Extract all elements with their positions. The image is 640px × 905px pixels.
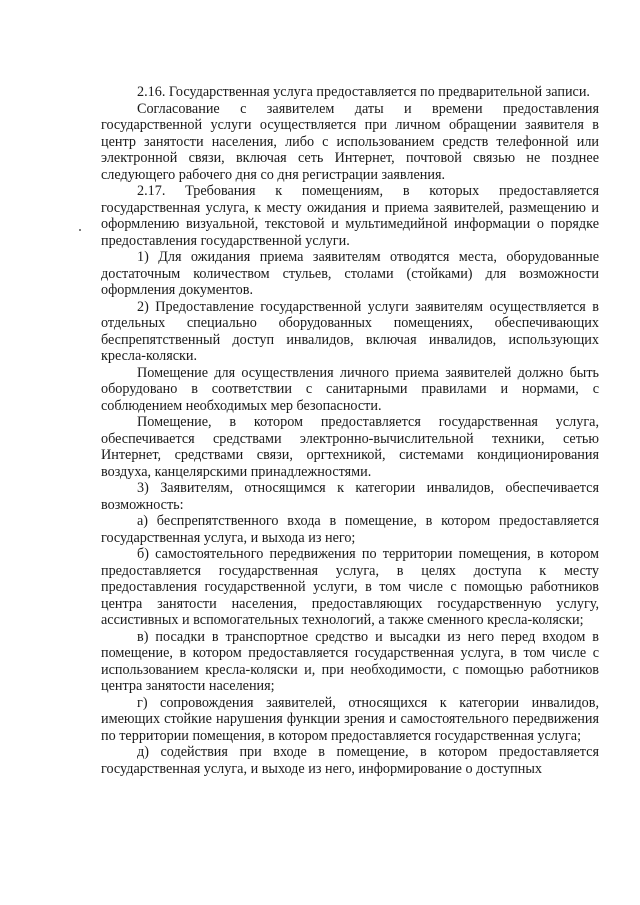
paragraph-2-17: 2.17. Требования к помещениям, в которых предоставляется государственная услуга, к месту ожидания и приема заявителей, размещению и оформлению визуальной, текстовой и мультимедийной информации о порядке предоставления государственной услуги. [101,183,599,249]
paragraph-item-3: 3) Заявителям, относящимся к категории инвалидов, обеспечивается возможность: [101,480,599,513]
paragraph-premises-equipment: Помещение, в котором предоставляется государственная услуга, обеспечивается средствами электронно-вычислительной техники, сетью Интернет, средствами связи, оргтехникой, системами кондиционирования воздуха, канцелярскими принадлежностями. [101,414,599,480]
paragraph-item-1: 1) Для ожидания приема заявителям отводятся места, оборудованные достаточным количеством стульев, столами (стойками) для возможности оформления документов. [101,249,599,298]
paragraph-sub-v: в) посадки в транспортное средство и высадки из него перед входом в помещение, в котором предоставляется государственная услуга, в том числе с использованием кресла-коляски и, при необходимости, с помощью работников центра занятости населения; [101,628,599,694]
margin-dot [79,229,81,231]
paragraph-scheduling: Согласование с заявителем даты и времени предоставления государственной услуги осуществляется при личном обращении заявителя в центр занятости населения, либо с использованием средств телефонной или электронной связи, включая сеть Интернет, почтовой связью не позднее следующего рабочего дня со дня регистрации заявления. [101,100,599,183]
paragraph-2-16: 2.16. Государственная услуга предоставляется по предварительной записи. [137,84,590,100]
document-body [101,84,599,777]
paragraph-personal-reception: Помещение для осуществления личного приема заявителей должно быть оборудовано в соответствии с санитарными правилами и нормами, с соблюдением необходимых мер безопасности. [101,364,599,414]
paragraph-sub-a: а) беспрепятственного входа в помещение, в котором предоставляется государственная услуга, и выхода из него; [101,513,599,546]
paragraph-sub-d: д) содействия при входе в помещение, в котором предоставляется государственная услуга, и выходе из него, информирование о доступных [101,744,599,777]
paragraph-item-2: 2) Предоставление государственной услуги заявителям осуществляется в отдельных специально оборудованных помещениях, обеспечивающих беспрепятственный доступ инвалидов, включая инвалидов, использующих кресла-коляски. [101,298,599,364]
paragraph-sub-g: г) сопровождения заявителей, относящихся к категории инвалидов, имеющих стойкие нарушения функции зрения и самостоятельного передвижения по территории помещения, в котором предоставляется государственная услуга; [101,694,599,744]
paragraph-sub-b: б) самостоятельного передвижения по территории помещения, в котором предоставляется государственная услуга, в целях доступа к месту предоставления государственной услуги, в том числе с помощью работников центра занятости населения, предоставляющих государственную услугу, ассистивных и вспомогательных технологий, а также сменного кресла-коляски; [101,546,599,628]
